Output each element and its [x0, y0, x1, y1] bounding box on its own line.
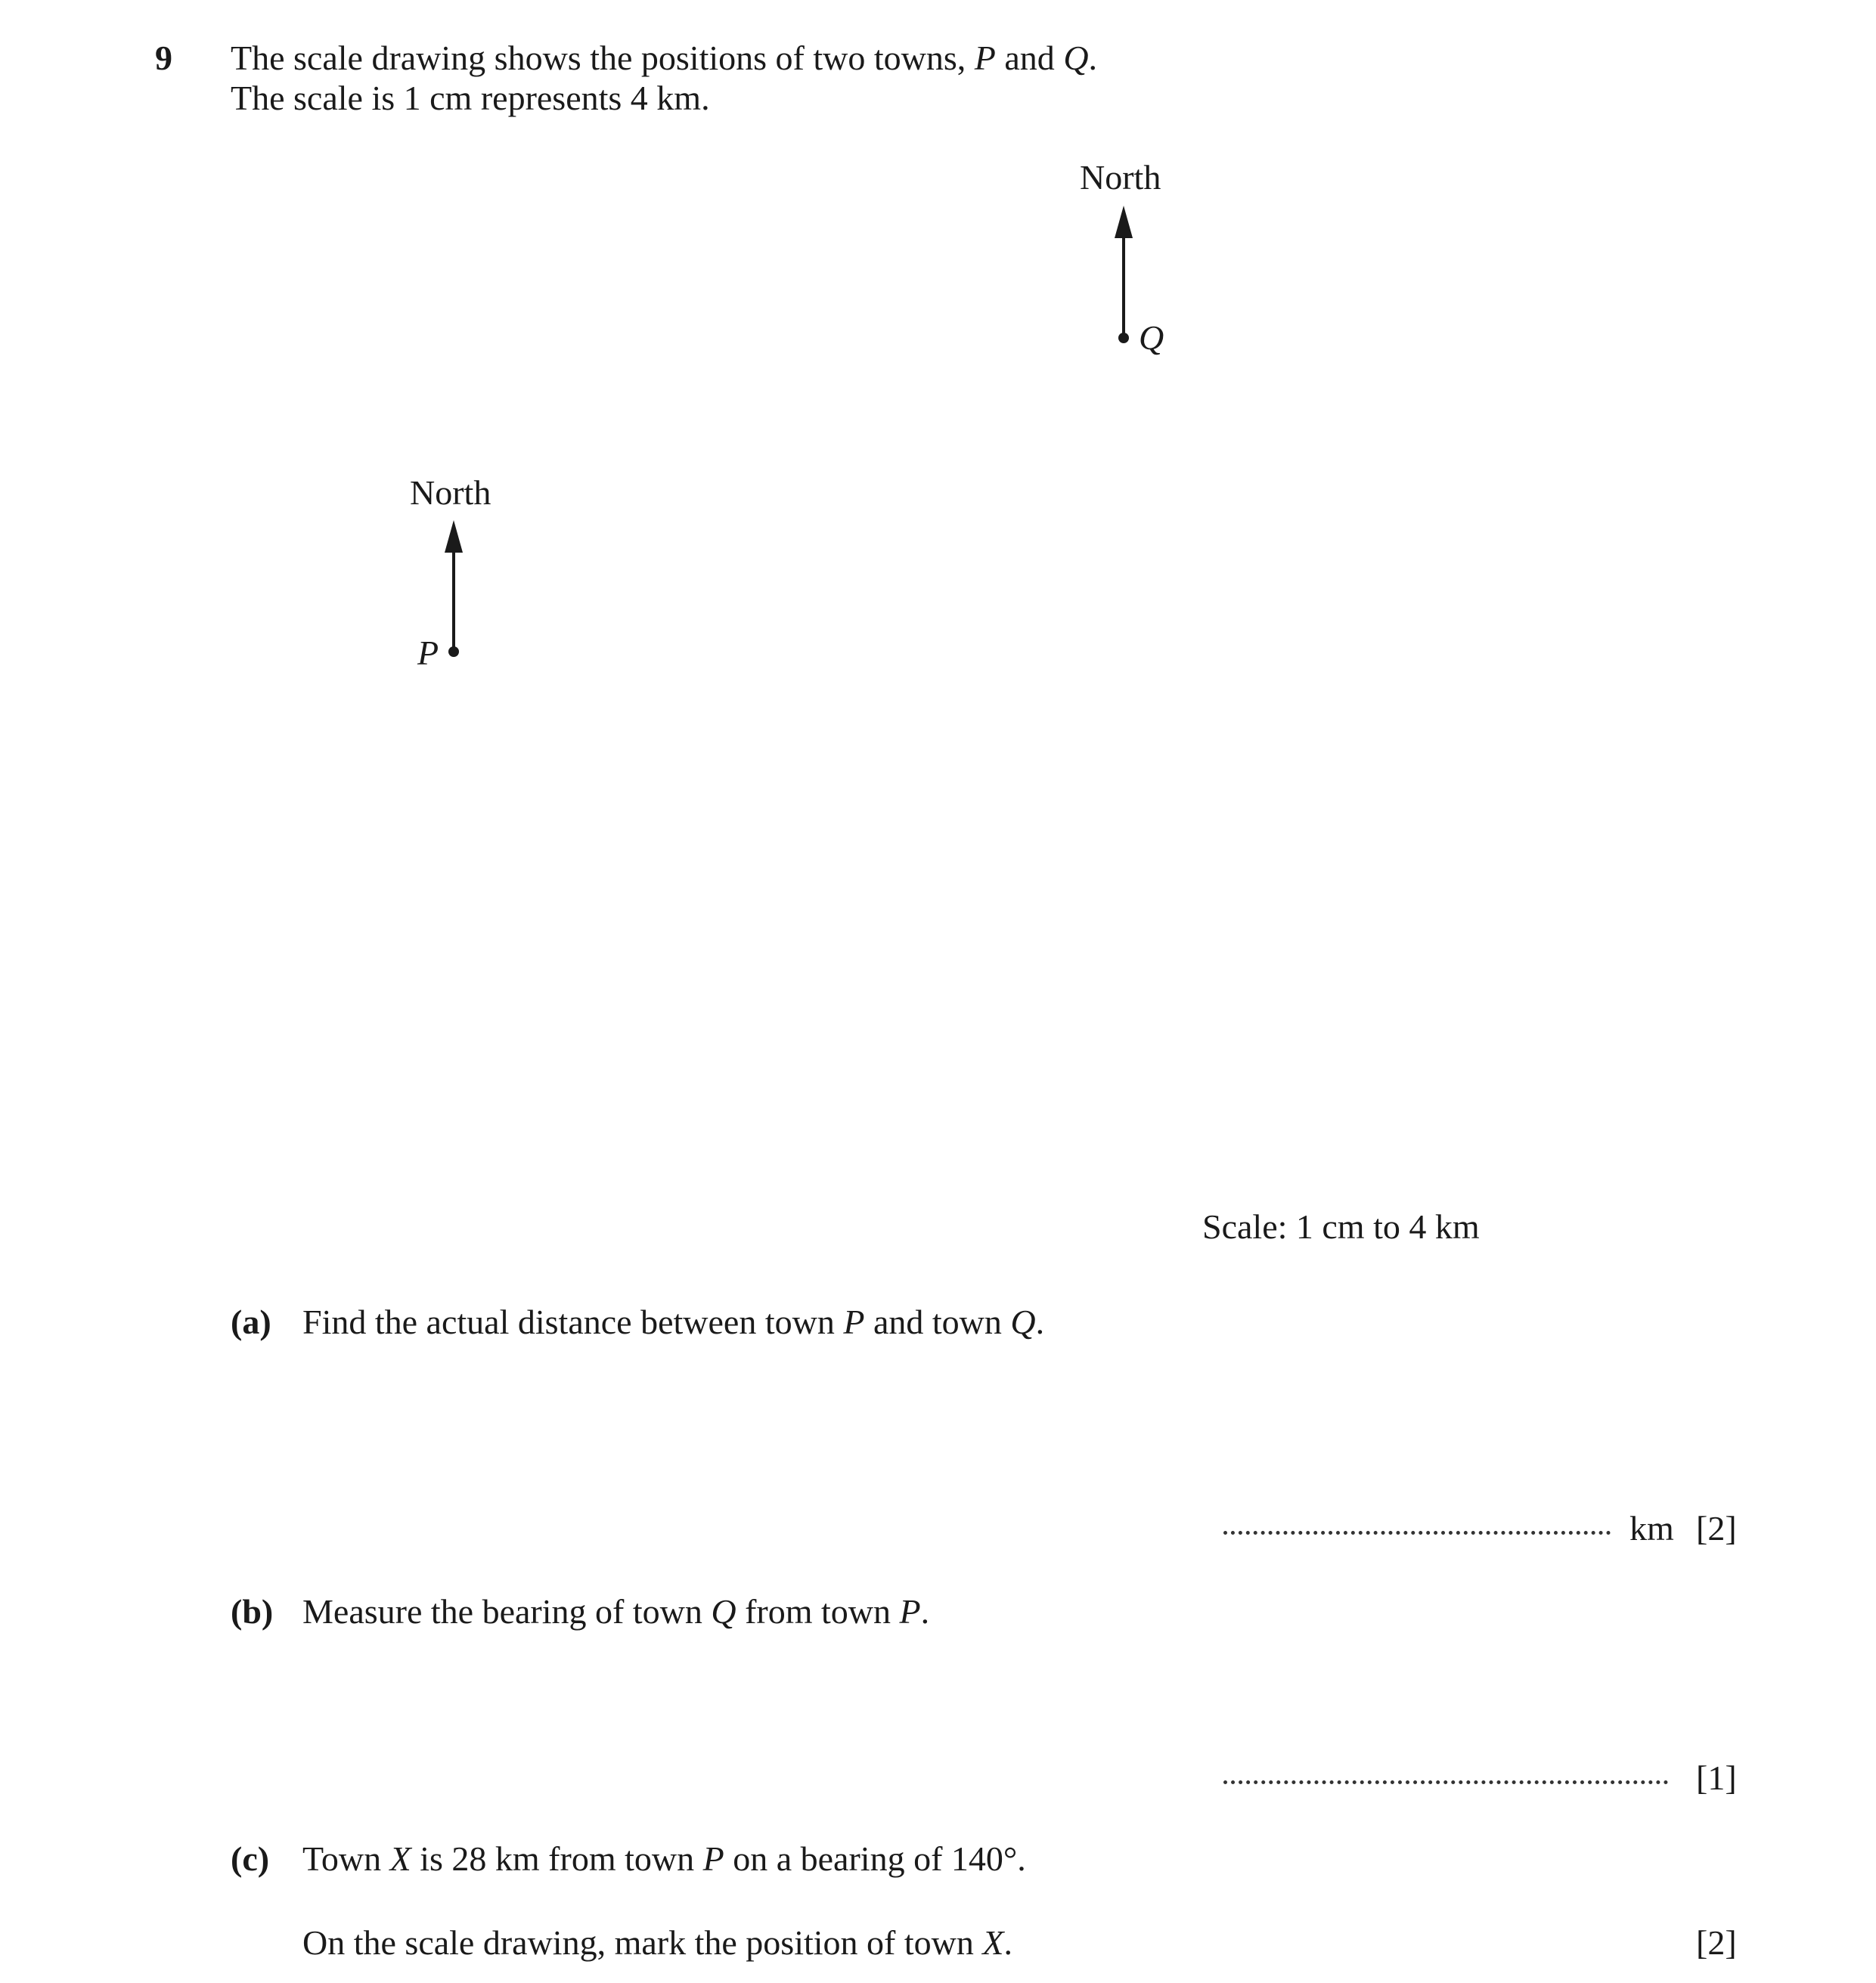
- part-a-text-mid: and town: [864, 1303, 1011, 1341]
- part-a-answer-line[interactable]: [1223, 1531, 1611, 1535]
- part-b-text-mid: from town: [736, 1592, 900, 1631]
- part-b-var-p: P: [899, 1592, 921, 1631]
- part-a-marks: [2]: [1696, 1509, 1737, 1548]
- point-p: [448, 646, 459, 657]
- point-p-label: P: [417, 634, 439, 672]
- part-a-label: (a): [231, 1303, 271, 1341]
- and-word: and: [995, 39, 1064, 77]
- part-c-text-post: on a bearing of 140°.: [724, 1839, 1026, 1878]
- part-b-answer-line[interactable]: [1223, 1780, 1668, 1784]
- north-label-p: North: [410, 473, 491, 512]
- scale-text: Scale: 1 cm to 4 km: [1202, 1207, 1480, 1246]
- part-a-unit: km: [1629, 1509, 1674, 1548]
- question-intro-line2: The scale is 1 cm represents 4 km.: [231, 79, 710, 117]
- point-q-label: Q: [1139, 318, 1164, 357]
- part-c-var-p: P: [702, 1839, 724, 1878]
- part-c-line2-post: .: [1003, 1923, 1012, 1962]
- part-a-var-p: P: [843, 1303, 865, 1341]
- intro-text: The scale drawing shows the positions of two towns,: [231, 39, 975, 77]
- part-c-label: (c): [231, 1839, 270, 1878]
- part-a-text: [302, 1302, 1044, 1343]
- part-c-text-mid: is 28 km from town: [411, 1839, 703, 1878]
- part-c-line2-pre: On the scale drawing, mark the position of town: [302, 1923, 983, 1962]
- part-a-var-q: Q: [1010, 1303, 1036, 1341]
- north-label-q: North: [1080, 158, 1161, 197]
- part-c-var-x: X: [389, 1839, 411, 1878]
- intro-period: .: [1088, 39, 1098, 77]
- town-q-var: Q: [1063, 39, 1089, 77]
- part-b-marks: [1]: [1696, 1758, 1737, 1797]
- north-arrow-p-head: [445, 520, 463, 553]
- part-b-var-q: Q: [711, 1592, 736, 1631]
- part-b-text-post: .: [920, 1592, 930, 1631]
- part-c-line2-var-x: X: [982, 1923, 1004, 1962]
- part-c-instruction: [302, 1923, 1012, 1963]
- part-c-text-pre: Town: [302, 1839, 390, 1878]
- question-number: 9: [155, 39, 172, 77]
- town-p-var: P: [974, 39, 996, 77]
- part-c-marks: [2]: [1696, 1923, 1737, 1962]
- part-a-text-pre: Find the actual distance between town: [302, 1303, 844, 1341]
- part-b-text: [302, 1591, 929, 1632]
- point-q: [1118, 333, 1129, 343]
- part-a-text-post: .: [1035, 1303, 1045, 1341]
- part-c-text: [302, 1839, 1026, 1879]
- north-arrow-q-head: [1115, 206, 1133, 238]
- part-b-label: (b): [231, 1592, 274, 1631]
- part-b-text-pre: Measure the bearing of town: [302, 1592, 712, 1631]
